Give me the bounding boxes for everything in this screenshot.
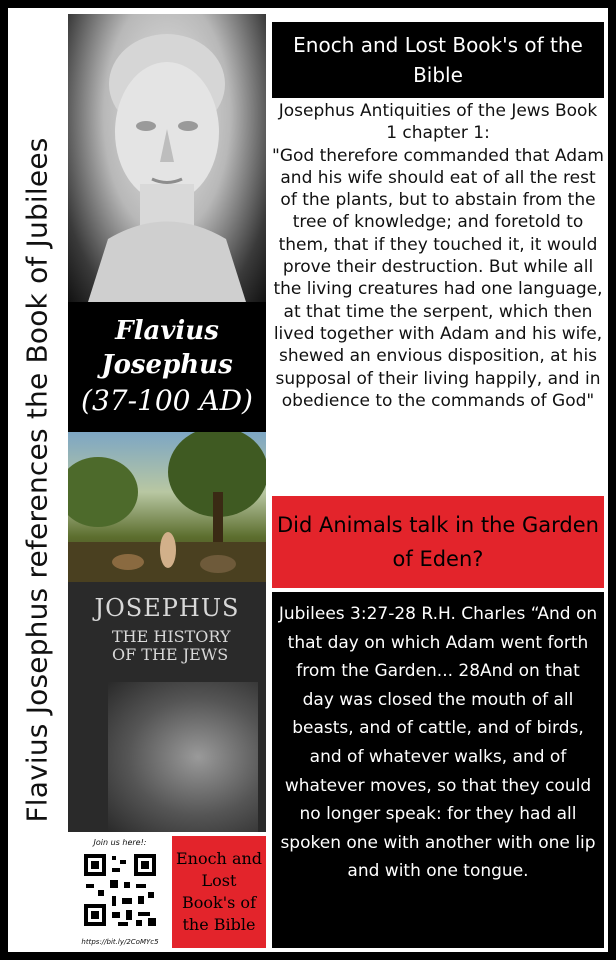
join-text: Join us here!:: [93, 838, 147, 847]
name-line-1: Flavius: [115, 316, 219, 346]
portrait-caption: [68, 302, 266, 432]
qr-code-icon[interactable]: [82, 852, 158, 928]
book-subtitle-line-1: THE HISTORY: [112, 627, 231, 646]
side-title-text: Flavius Josephus references the Book of Jubilees: [20, 137, 54, 823]
josephus-quote: [272, 100, 604, 494]
question-banner: [272, 496, 604, 588]
life-dates: (37-100 AD): [81, 384, 253, 417]
garden-of-eden-painting: [68, 432, 266, 582]
jubilees-quote: [272, 592, 604, 948]
group-name-text: Enoch and Lost Book's of the Bible: [175, 849, 263, 934]
header-banner: [272, 22, 604, 98]
book-title: JOSEPHUS: [94, 594, 240, 622]
bust-illustration: [68, 14, 266, 302]
group-name-badge: [172, 836, 266, 948]
garden-illustration: [68, 432, 266, 582]
book-subtitle: [112, 628, 231, 664]
header-title: Enoch and Lost Book's of the Bible: [293, 33, 583, 87]
poster: [8, 8, 608, 952]
quote-source: Josephus Antiquities of the Jews Book 1 chapter 1:: [278, 101, 598, 144]
name-line-2: Josephus: [101, 350, 233, 380]
book-cover-bust: [108, 682, 258, 832]
quote-text: "God therefore commanded that Adam and his wife should eat of all the rest of the plants, but to abstain from the tree of knowledge; and foretold to them, that if they touched it, it would prove their destruction. But while all the living creatures had one language, at that time the serpent, which then lived together with Adam and his wife, shewed an envious disposition, at his supposal of their living happily, and in obedience to the commands of God": [272, 145, 604, 411]
side-title: [8, 8, 66, 952]
book-subtitle-line-2: OF THE JEWS: [112, 645, 229, 664]
promo-url-link[interactable]: https://bit.ly/2CoMYc5: [81, 938, 159, 946]
book-cover-image: [68, 432, 266, 832]
jubilees-quote-text: Jubilees 3:27-28 R.H. Charles “And on that day on which Adam went forth from the Garden... 28And on that day was closed the mouth of all beasts, and of cattle, and of birds, and of whatever walks, and of whatever moves, so that they could no longer speak: for they had all spoken one with another with one lip and with one tongue.: [278, 604, 598, 882]
josephus-bust-image: [68, 14, 266, 302]
question-text: Did Animals talk in the Garden of Eden?: [277, 513, 599, 571]
promo-panel: [68, 832, 172, 952]
